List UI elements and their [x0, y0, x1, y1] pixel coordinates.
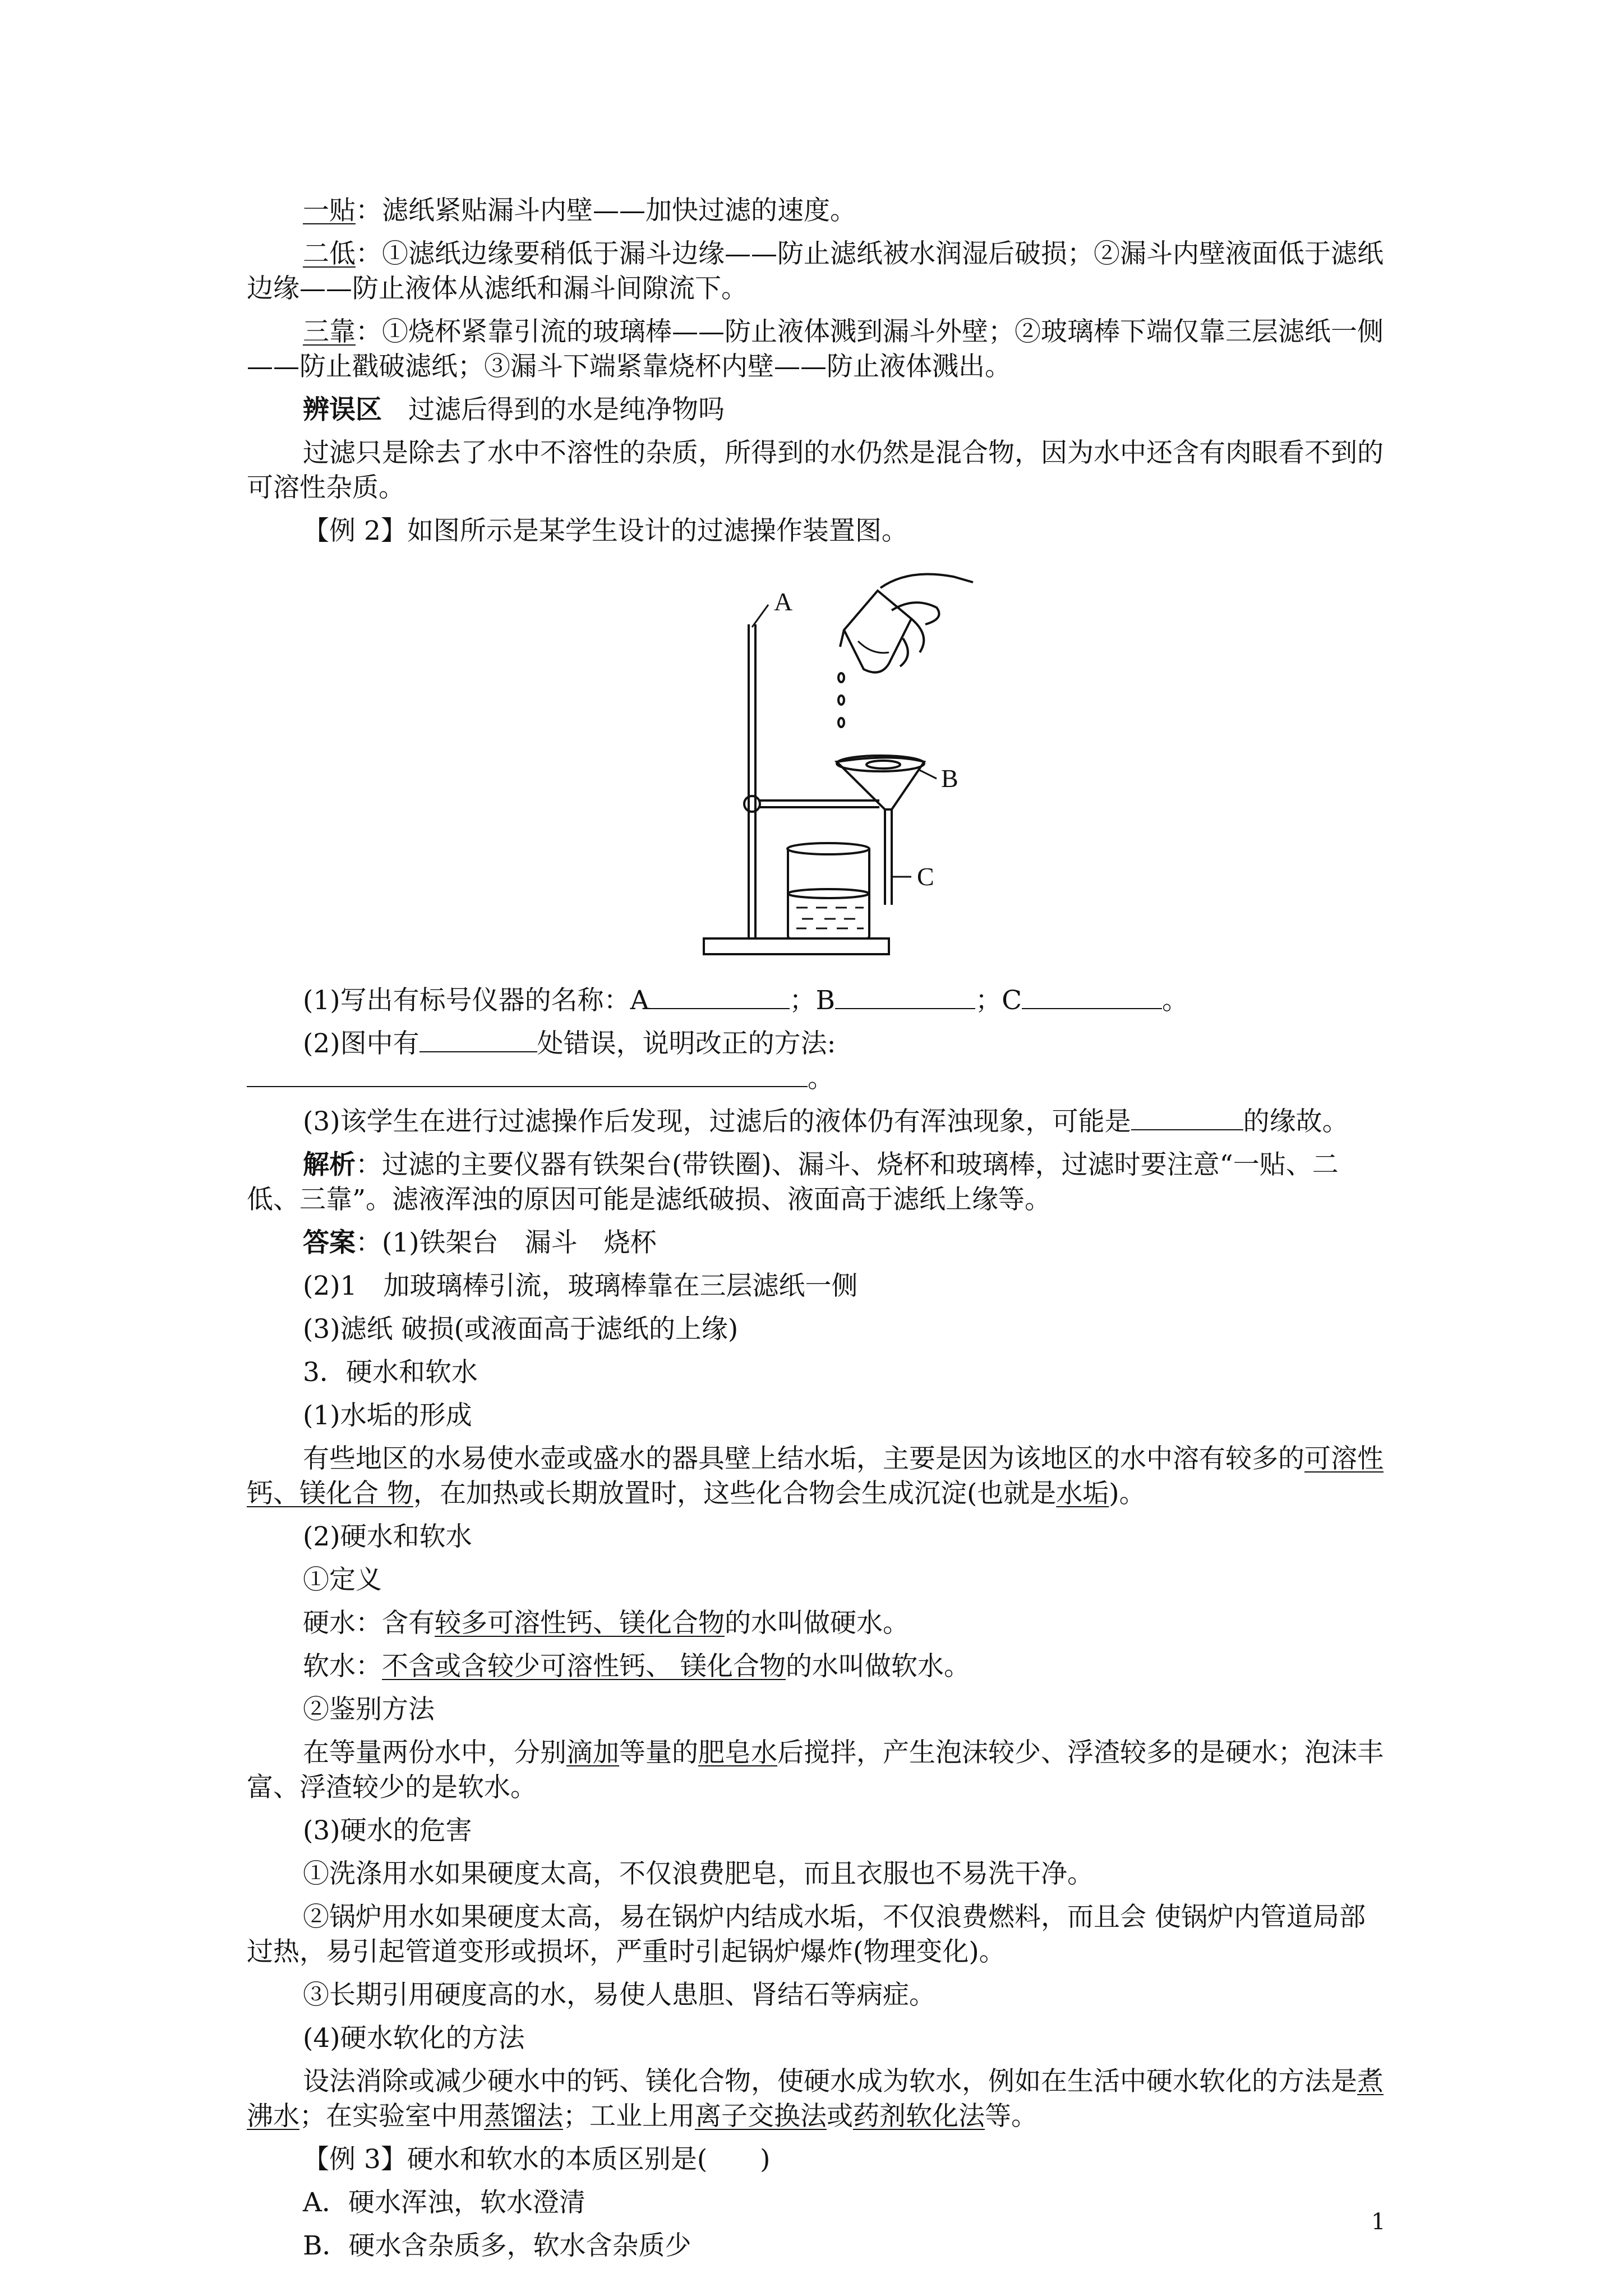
page-content: [247, 194, 1391, 2272]
q3-text-a: (3)该学生在进行过滤操作后发现，过滤后的液体仍有浑浊现象，可能是: [303, 1106, 1131, 1137]
m-underline-distill: 蒸馏法: [484, 2101, 563, 2132]
scale-formation-text: [247, 1442, 1391, 1511]
funnel-cone: [837, 758, 924, 810]
hazards-heading: (3)硬水的危害: [303, 1815, 472, 1846]
drip-1: [838, 673, 844, 682]
funnel-liquid: [866, 761, 900, 769]
misconception-lead: 辨误区: [303, 394, 382, 425]
identification-text: [247, 1736, 1391, 1805]
drip-3: [838, 718, 844, 727]
analysis-lead: 解析: [303, 1149, 356, 1180]
m-underline-boil: 煮沸水: [247, 2066, 1384, 2132]
label-a: A: [774, 587, 793, 616]
m-underline-chemical: 药剂软化法: [853, 2101, 985, 2132]
m-underline-ion-exchange: 离子交换法: [695, 2101, 827, 2132]
example-3-option-b: B．硬水含杂质多，软水含杂质少: [303, 2230, 691, 2261]
scale-text-b: ，在加热或长期放置时，这些化合物会生成沉淀(也就是: [413, 1478, 1057, 1509]
scale-text-a: 有些地区的水易使水壶或盛水的器具壁上结水垢，主要是因为该地区的水中溶有较多的: [303, 1443, 1304, 1474]
hazard-2: ②锅炉用水如果硬度太高，易在锅炉内结成水垢，不仅浪费燃料，而且会 使锅炉内管道局部过热，易引起管道变形或损坏，严重时引起锅炉爆炸(物理变化)。: [247, 1902, 1366, 1967]
answer-lead: 答案: [303, 1227, 356, 1258]
id-underline-drip: 滴加: [566, 1737, 619, 1768]
analysis: [247, 1148, 1391, 1217]
id-text-c: 后搅拌，产生泡沫较少、浮渣较多的是硬水；泡沫丰富、浮渣较少的是软水。: [247, 1737, 1384, 1803]
id-text-b: 等量的: [619, 1737, 698, 1768]
filtration-apparatus-figure: [247, 557, 1391, 972]
q1-text-c: ；C: [975, 985, 1022, 1016]
softening-text: [247, 2064, 1391, 2134]
q1-text-a: (1)写出有标号仪器的名称：A: [303, 985, 649, 1016]
rule-two-low-text: ：①滤纸边缘要稍低于漏斗边缘——防止滤纸被水润湿后破损；②漏斗内壁液面低于滤纸边缘——防止液体从滤纸和漏斗间隙流下。: [247, 238, 1384, 304]
hard-underline: 较多可溶性钙、镁化合物: [435, 1608, 725, 1639]
pouring-beaker-liquid: [858, 641, 889, 653]
drip-2: [838, 696, 844, 705]
q1-text-d: 。: [1162, 985, 1189, 1016]
beaker-rim: [787, 843, 869, 854]
scale-text-c: )。: [1109, 1478, 1146, 1509]
id-text-a: 在等量两份水中，分别: [303, 1737, 566, 1768]
id-underline-soap: 肥皂水: [698, 1737, 777, 1768]
leader-a: [752, 605, 768, 627]
answer-1-text: ：(1)铁架台 漏斗 烧杯: [356, 1227, 657, 1258]
analysis-text: ：过滤的主要仪器有铁架台(带铁圈)、漏斗、烧杯和玻璃棒，过滤时要注意“一贴、二低、三靠”。滤液浑浊的原因可能是滤纸破损、液面高于滤纸上缘等。: [247, 1149, 1339, 1215]
answer-1: [247, 1226, 1391, 1260]
q1-blank-a: [649, 986, 790, 1009]
scale-formation-heading: (1)水垢的形成: [303, 1400, 472, 1431]
example-3-option-a: A．硬水浑浊，软水澄清: [303, 2187, 585, 2218]
hard-water-definition: [247, 1606, 1391, 1641]
soft-text-b: 的水叫做软水。: [785, 1651, 970, 1682]
question-1: [247, 983, 1391, 1018]
identification-heading: ②鉴别方法: [303, 1694, 435, 1725]
beaker-liquid-surface: [788, 889, 869, 898]
q2-text-b: 处错误，说明改正的方法:: [537, 1028, 836, 1059]
answer-2: (2)1 加玻璃棒引流，玻璃棒靠在三层滤纸一侧: [303, 1271, 858, 1301]
example-3-stem: 【例 3】硬水和软水的本质区别是( ): [303, 2144, 771, 2175]
rule-one-paste: [247, 194, 1391, 228]
m-text-d: 或: [827, 2101, 853, 2132]
m-text-b: ；在实验室中用: [299, 2101, 484, 2132]
rule-three-lean-text: ：①烧杯紧靠引流的玻璃棒——防止液体溅到漏斗外壁；②玻璃棒下端仅靠三层滤纸一侧——防止戳破滤纸；③漏斗下端紧靠烧杯内壁——防止液体溅出。: [247, 316, 1384, 382]
rule-two-low: [247, 237, 1391, 306]
page-number: 1: [1371, 2209, 1386, 2235]
q1-blank-c: [1022, 986, 1162, 1009]
filtration-diagram: [690, 557, 981, 972]
definition-heading: ①定义: [303, 1565, 382, 1595]
stand-base: [704, 938, 889, 954]
question-3: [247, 1105, 1391, 1139]
q1-text-b: ；B: [789, 985, 836, 1016]
scale-underline-scale: 水垢: [1056, 1478, 1109, 1509]
q2-text-a: (2)图中有: [303, 1028, 419, 1059]
misconception-text: 过滤只是除去了水中不溶性的杂质，所得到的水仍然是混合物，因为水中还含有肉眼看不到的可溶性杂质。: [247, 438, 1384, 503]
misconception-question: 过滤后得到的水是纯净物吗: [382, 394, 725, 425]
q2-blank-count: [419, 1029, 537, 1052]
q1-blank-b: [835, 986, 975, 1009]
softening-heading: (4)硬水软化的方法: [303, 2023, 525, 2054]
rule-three-lean: [247, 315, 1391, 384]
misconception-heading: [247, 393, 1391, 427]
q2-text-c: 。: [808, 1063, 834, 1094]
pouring-beaker: [844, 591, 911, 673]
leader-b: [920, 770, 937, 779]
clamp-boss: [744, 796, 760, 812]
m-text-a: 设法消除或减少硬水中的钙、镁化合物，使硬水成为软水，例如在生活中硬水软化的方法是: [303, 2066, 1357, 2097]
pouring-lip: [840, 630, 844, 647]
soft-text-a: 软水：: [303, 1651, 382, 1682]
beaker-body: [788, 849, 869, 938]
lead-three-lean: 三靠: [303, 316, 356, 347]
section-3-title: 3．硬水和软水: [303, 1357, 478, 1388]
hard-text-b: 的水叫做硬水。: [725, 1608, 909, 1639]
hazard-1: ①洗涤用水如果硬度太高，不仅浪费肥皂，而且衣服也不易洗干净。: [303, 1858, 1094, 1889]
soft-underline: 不含或含较少可溶性钙、 镁化合物: [382, 1651, 786, 1682]
soft-water-definition: [247, 1649, 1391, 1684]
hard-soft-heading: (2)硬水和软水: [303, 1521, 472, 1552]
hazard-3: ③长期引用硬度高的水，易使人患胆、肾结石等病症。: [303, 1980, 935, 2010]
label-b: B: [941, 764, 958, 793]
m-text-e: 等。: [985, 2101, 1038, 2132]
q3-blank: [1131, 1107, 1243, 1130]
lead-two-low: 二低: [303, 238, 356, 269]
example-2-stem: 【例 2】如图所示是某学生设计的过滤操作装置图。: [303, 516, 908, 546]
lead-one-paste: 一贴: [303, 195, 356, 226]
q2-blank-method: [247, 1064, 808, 1087]
hard-text-a: 硬水：含有: [303, 1608, 435, 1639]
rule-one-paste-text: ：滤纸紧贴漏斗内壁——加快过滤的速度。: [356, 195, 856, 226]
m-text-c: ；工业上用: [563, 2101, 695, 2132]
answer-3: (3)滤纸 破损(或液面高于滤纸的上缘): [303, 1314, 739, 1345]
beaker-liquid-hatch: [796, 908, 864, 928]
q3-text-b: 的缘故。: [1243, 1106, 1349, 1137]
label-c: C: [917, 862, 934, 891]
scale-underline-compounds: 可溶性钙、镁化合 物: [247, 1443, 1384, 1509]
question-2: [247, 1027, 1391, 1096]
